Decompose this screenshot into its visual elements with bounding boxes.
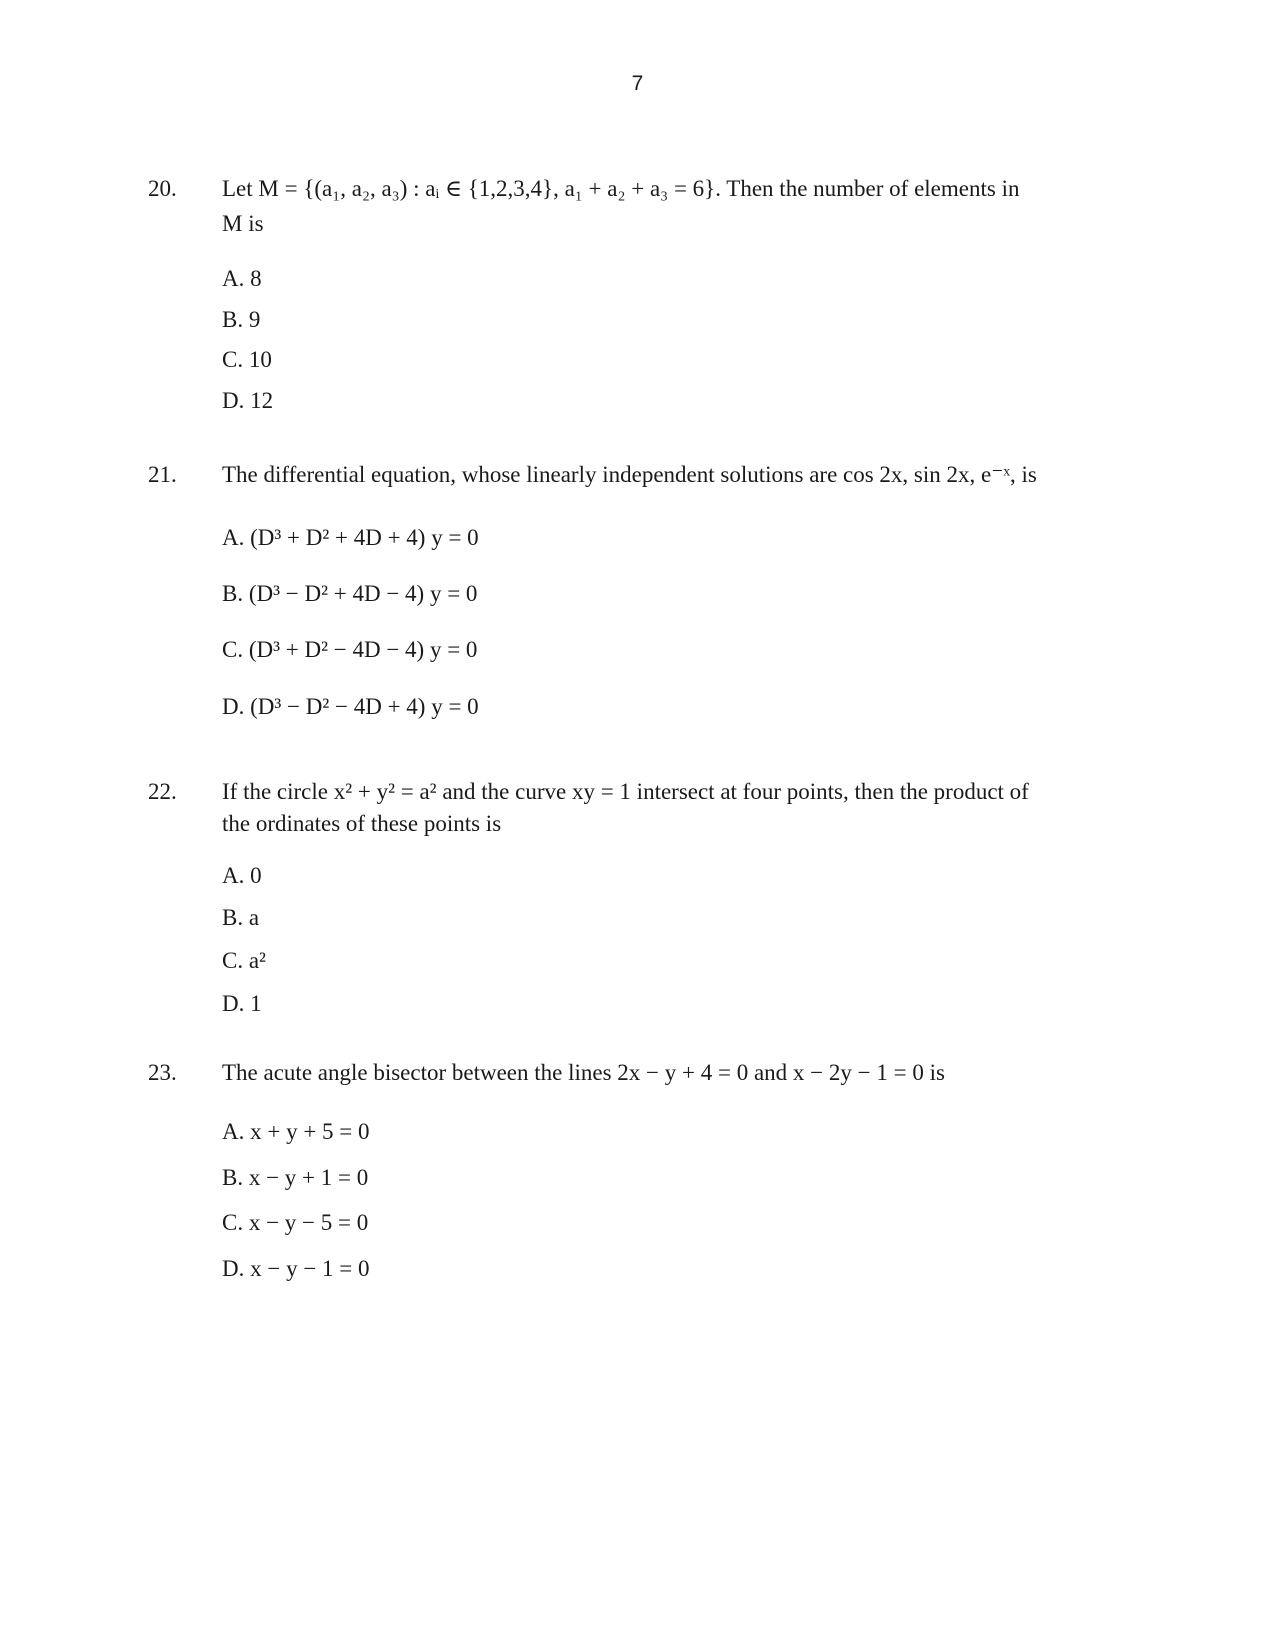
option-a: A. 0 [222, 863, 262, 888]
option-b: B. a [222, 905, 260, 930]
option-c: C. a² [222, 948, 266, 973]
page-number: 7 [631, 72, 644, 95]
question-text-line2: the ordinates of these points is [222, 811, 502, 836]
question-text-line2: M is [222, 211, 264, 236]
option-d: D. x − y − 1 = 0 [222, 1256, 370, 1281]
option-b: B. x − y + 1 = 0 [222, 1165, 369, 1190]
option-d: D. 12 [222, 388, 274, 413]
question-number: 22. [148, 779, 177, 804]
option-a: A. 8 [222, 266, 262, 291]
option-c: C. 10 [222, 347, 272, 372]
question-number: 20. [148, 176, 177, 201]
option-a: A. (D³ + D² + 4D + 4) y = 0 [222, 525, 479, 550]
option-c: C. (D³ + D² − 4D − 4) y = 0 [222, 637, 478, 662]
option-d: D. 1 [222, 991, 262, 1016]
option-b: B. 9 [222, 307, 261, 332]
question-number: 21. [148, 462, 177, 487]
question-text-line1: Let M = {(a₁, a₂, a₃) : aᵢ ∈ {1,2,3,4}, a₁ + a₂ + a₃ = 6}. Then the number of elements in [222, 176, 1020, 201]
question-text-line1: If the circle x² + y² = a² and the curve xy = 1 intersect at four points, then the product of [222, 779, 1029, 804]
question-text-line1: The acute angle bisector between the lines 2x − y + 4 = 0 and x − 2y − 1 = 0 is [222, 1060, 945, 1085]
option-a: A. x + y + 5 = 0 [222, 1119, 370, 1144]
question-number: 23. [148, 1060, 177, 1085]
question-text-line1: The differential equation, whose linearly independent solutions are cos 2x, sin 2x, e⁻ˣ, is [222, 462, 1037, 487]
option-b: B. (D³ − D² + 4D − 4) y = 0 [222, 581, 478, 606]
option-d: D. (D³ − D² − 4D + 4) y = 0 [222, 694, 479, 719]
option-c: C. x − y − 5 = 0 [222, 1210, 369, 1235]
